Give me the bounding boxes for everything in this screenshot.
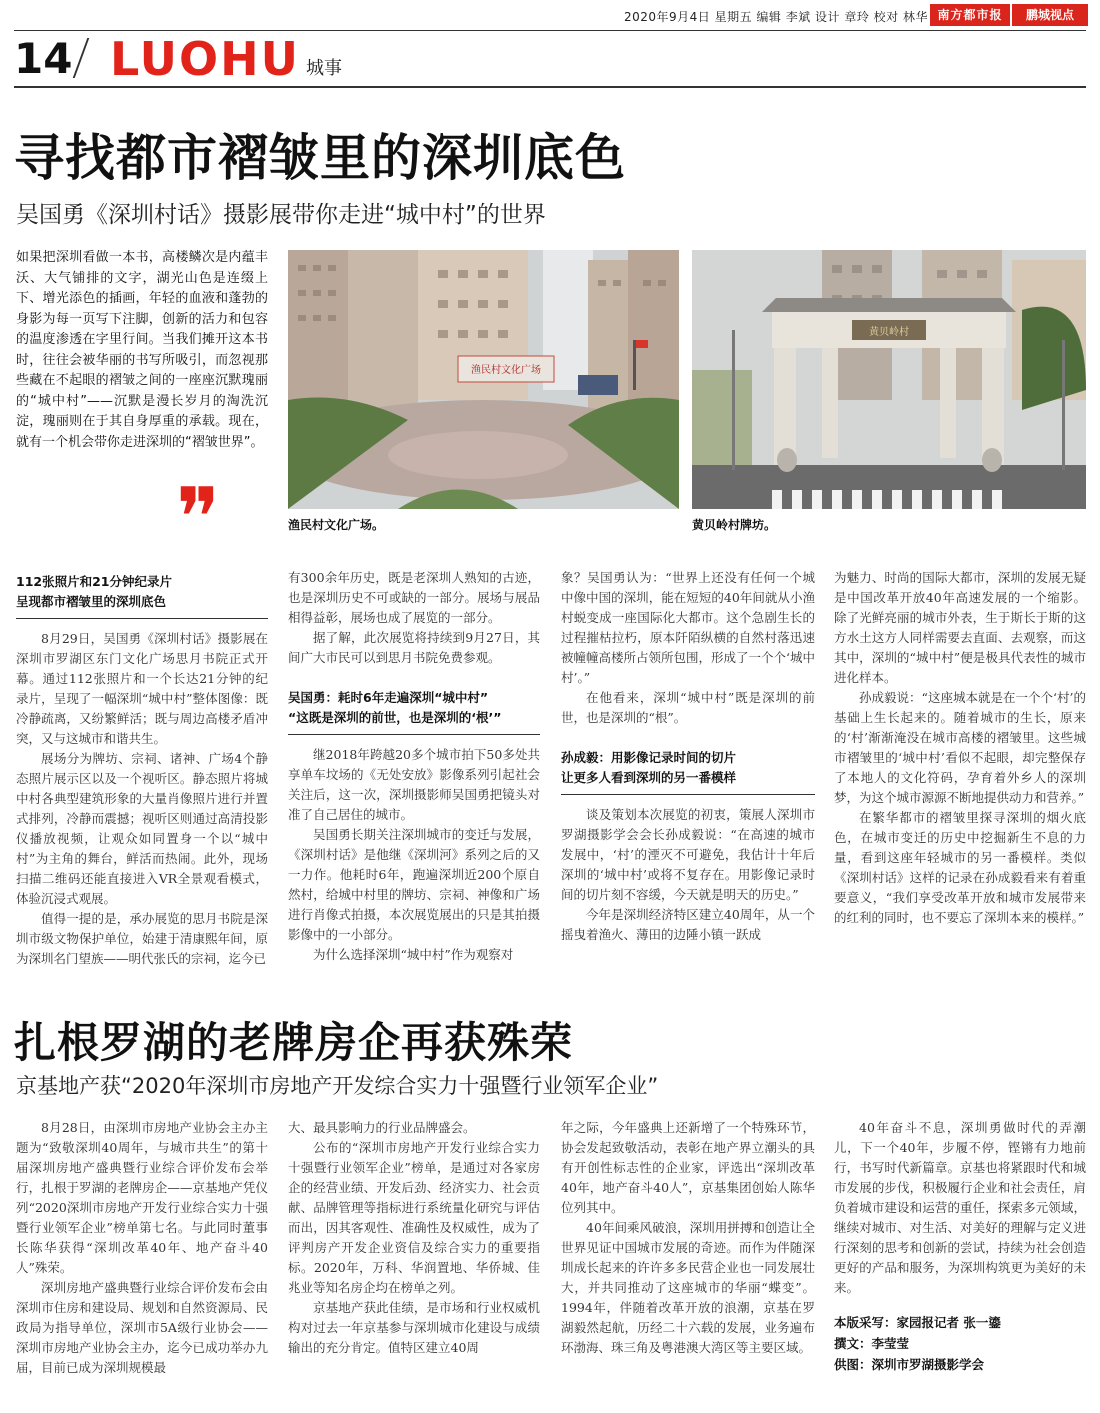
archway-sign: 黄贝岭村 [869, 327, 909, 338]
story2-paragraph: 深圳房地产盛典暨行业综合评价发布会由深圳市住房和建设局、规划和自然资源局、民政局为指导单位，深圳市5A级行业协会——深圳市房地产业协会主办，迄今已成功举办九届，目前已成为深圳规模最 [16, 1280, 268, 1375]
story2-column-2 [288, 1118, 540, 1358]
story2-paragraph: 40年间乘风破浪，深圳用拼搏和创造让全世界见证中国城市发展的奇迹。而作为伴随深圳成长起来的许许多多民营企业也一同发展壮大，并共同推动了这座城市的华丽“蝶变”。1994年，伴随着改革开放的浪潮，京基在罗湖毅然起航，历经二十六载的发展，业务遍布环渤海、珠三角及粤港澳大湾区等主要区域。 [561, 1220, 815, 1355]
story2-paragraph: 年之际，今年盛典上还新增了一个特殊环节，协会发起致敬活动，表彰在地产界立潮头的具有开创性标志性的企业家，评选出“深圳改革40年，地产奋斗40人”，京基集团创始人陈华位列其中。 [561, 1120, 815, 1215]
story1-paragraph: 为魅力、时尚的国际大都市，深圳的发展无疑是中国改革开放40年高速发展的一个缩影。除了光鲜亮丽的城市外表，生于斯长于斯的这方水土这方人同样需要去直面、去观察，而这其中，深圳的“城中村”便是极具代表性的城市进化样本。 [834, 570, 1086, 685]
subsection-name: 城事 [306, 58, 342, 79]
story1-paragraph: 展场分为牌坊、宗祠、诸神、广场4个静态照片展示区以及一个视听区。静态照片将城中村各典型建筑形象的大量肖像照片进行并置式排列，冷静而震撼；视听区则通过高清投影仪播放视频，让观众如同置身一个以“城中村”为主角的舞台，鲜活而热闹。此外，现场扫描二维码还能直接进入VR全景观看模式，体验沉浸式观展。 [16, 751, 268, 906]
story1-column-2 [288, 568, 540, 965]
story1-deck: 吴国勇《深圳村话》摄影展带你走进“城中村”的世界 [16, 202, 546, 228]
story1-paragraph: 值得一提的是，承办展览的思月书院是深圳市级文物保护单位，始建于清康熙年间，原为深圳名门望族——明代张氏的宗祠，迄今已 [16, 911, 268, 966]
story2-column-3 [561, 1118, 815, 1358]
credit-photos: 供图：深圳市罗湖摄影学会 [834, 1357, 985, 1372]
story1-lead: 如果把深圳看做一本书，高楼鳞次是内蕴丰沃、大气铺排的文字，湖光山色是连缀上下、增光添色的插画，年轻的血液和蓬勃的身影为每一页写下注脚，创新的活力和包容的温度渗透在字里行间。当我们摊开这本书时，往往会被华丽的书写所吸引，而忽视那些藏在不起眼的褶皱之间的一座座沉默瑰丽的“城中村”——沉默是漫长岁月的淘洗沉淀，瑰丽则在于其自身厚重的承载。现在，就有一个机会带你走进深圳的“褶皱世界”。 [16, 250, 268, 450]
story1-paragraph: 据了解，此次展览将持续到9月27日，其间广大市民可以到思月书院免费参观。 [288, 630, 540, 665]
plaza-photo-illustration [288, 250, 679, 509]
story1-paragraph: 为什么选择深圳“城中村”作为观察对 [313, 947, 514, 962]
story1-paragraph: 孙成毅说：“这座城本就是在一个个‘村’的基础上生长起来的。随着城市的生长，原来的‘村’渐渐淹没在城市高楼的褶皱里。这些城市褶皱里的‘城中村’看似不起眼，却完整保存了本地人的文化符码，孕育着外乡人的深圳梦，为这个城市源源不断地提供动力和营养。” [834, 690, 1086, 805]
divider-slash [73, 38, 90, 78]
credit-reporter: 本版采写：家园报记者 张一鎏 [834, 1315, 1001, 1330]
story1-column-1 [16, 562, 268, 969]
story1-subhead-1: 112张照片和21分钟纪录片 呈现都市褶皱里的深圳底色 [16, 566, 268, 619]
story2-paragraph: 京基地产获此佳绩，是市场和行业权威机构对过去一年京基参与深圳城市化建设与成绩输出的充分肯定。值特区建立40周 [288, 1300, 540, 1355]
story1-paragraph: 今年是深圳经济特区建立40周年，从一个摇曳着渔火、薄田的边陲小镇一跃成 [561, 907, 815, 942]
credit-writer: 撰文：李莹莹 [834, 1336, 910, 1351]
story2-paragraph: 公布的“深圳市房地产开发行业综合实力十强暨行业领军企业”榜单，是通过对各家房企的经营业绩、开发后劲、经济实力、社会贡献、品牌管理等指标进行系统量化研究与评估而出，因其客观性、准确性及权威性，成为了评判房产开发企业资信及综合实力的重要指标。2020年，万科、华润置地、华侨城、佳兆业等知名房企均在榜单之列。 [288, 1140, 540, 1295]
story1-paragraph: 有300余年历史，既是老深圳人熟知的古迹，也是深圳历史不可或缺的一部分。展场与展品相得益彰，展场也成了展览的一部分。 [288, 570, 540, 625]
archway-photo-illustration [692, 250, 1086, 509]
photo2-caption: 黄贝岭村牌坊。 [692, 518, 777, 532]
photo1-caption: 渔民村文化广场。 [288, 518, 385, 532]
page-header [14, 34, 614, 84]
story1-subhead-3: 孙成毅：用影像记录时间的切片 让更多人看到深圳的另一番模样 [561, 742, 815, 795]
story1-paragraph: 在繁华都市的褶皱里探寻深圳的烟火底色，在城市变迁的历史中挖掘新生不息的力量，看到这座年轻城市的另一番模样。类似《深圳村话》这样的记录在孙成毅看来有着重要意义，“我们享受改革开放和城市发展带来的红利的同时，也不要忘了深圳本来的模样。” [834, 810, 1086, 925]
issue-meta: 2020年9月4日 星期五 编辑 李斌 设计 章玲 校对 林华 [623, 10, 928, 24]
story1-paragraph: 谈及策划本次展览的初衷，策展人深圳市罗湖摄影学会会长孙成毅说：“在高速的城市发展中，‘村’的湮灭不可避免，我估计十年后深圳的‘城中村’或将不复存在。用影像记录时间的切片刻不容缓，今天就是明天的历史。” [561, 807, 815, 902]
story1-column-4 [834, 568, 1086, 928]
story1-paragraph: 吴国勇长期关注深圳城市的变迁与发展，《深圳村话》是他继《深圳河》系列之后的又一力作。他耗时6年，跑遍深圳近200个原自然村，给城中村里的牌坊、宗祠、神像和广场进行肖像式拍摄，本次展览展出的只是其拍摄影像中的一小部分。 [288, 827, 540, 942]
plaza-sign: 渔民村文化广场 [471, 365, 541, 376]
header-rule [14, 86, 1086, 88]
section-name: LUOHU [110, 32, 300, 86]
story2-column-1 [16, 1118, 268, 1378]
page-number: 14 [14, 34, 73, 83]
story2-headline: 扎根罗湖的老牌房企再获殊荣 [14, 1018, 574, 1067]
quote-mark-icon: ❞ [176, 471, 221, 566]
newspaper-logo: 南方都市报 [930, 4, 1010, 26]
photo-huangbeiling-archway [692, 250, 1086, 509]
story1-paragraph: 象？吴国勇认为：“世界上还没有任何一个城中像中国的深圳，能在短短的40年间就从小渔村蜕变成一座国际化大都市。这个急剧生长的过程摧枯拉朽，原本阡陌纵横的自然村落迅速被幢幢高楼所占领所包围，形成了一个个‘城中村’。” [561, 570, 815, 685]
story2-column-4 [834, 1118, 1086, 1375]
section-logo: 鹏城视点 [1012, 4, 1088, 26]
story1-paragraph: 在他看来，深圳“城中村”既是深圳的前世，也是深圳的“根”。 [561, 690, 815, 725]
story2-deck: 京基地产获“2020年深圳市房地产开发综合实力十强暨行业领军企业” [16, 1074, 659, 1098]
story1-column-3 [561, 568, 815, 945]
story2-paragraph: 40年奋斗不息，深圳勇做时代的弄潮儿，下一个40年，步履不停，铿锵有力地前行，书写时代新篇章。京基也将紧跟时代和城市发展的步伐，积极履行企业和社会责任，肩负着城市建设和运营的重任，探索多元领域，继续对城市、对生活、对美好的理解与定义进行深刻的思考和创新的尝试，持续为社会创造更好的产品和服务，为深圳构筑更为美好的未来。 [834, 1120, 1086, 1295]
top-rule [14, 30, 1086, 31]
story2-paragraph: 8月28日，由深圳市房地产业协会主办主题为“致敬深圳40周年，与城市共生”的第十届深圳房地产盛典暨行业综合评价发布会举行，扎根于罗湖的老牌房企——京基地产凭仪列“2020深圳市房地产开发行业综合实力十强暨行业领军企业”榜单第七名。与此同时董事长陈华获得“深圳改革40年、地产奋斗40人”殊荣。 [16, 1120, 268, 1275]
story2-paragraph: 大、最具影响力的行业品牌盛会。 [288, 1120, 476, 1135]
story1-paragraph: 8月29日，吴国勇《深圳村话》摄影展在深圳市罗湖区东门文化广场思月书院正式开幕。通过112张照片和一个长达21分钟的纪录片，呈现了一幅深圳“城中村”整体图像：既冷静疏离，又纷繁鲜活；既与周边高楼矛盾冲突，又与这城市和谐共生。 [16, 631, 268, 746]
story1-headline: 寻找都市褶皱里的深圳底色 [14, 129, 626, 187]
masthead [0, 0, 1100, 30]
photo-fishing-village-plaza [288, 250, 679, 509]
story1-paragraph: 继2018年跨越20多个城市拍下50多处共享单车坟场的《无处安放》影像系列引起社会关注后，这一次，深圳摄影师吴国勇把镜头对准了自己居住的城市。 [288, 747, 540, 822]
story1-subhead-2: 吴国勇：耗时6年走遍深圳“城中村” “这既是深圳的前世，也是深圳的‘根’” [288, 682, 540, 735]
